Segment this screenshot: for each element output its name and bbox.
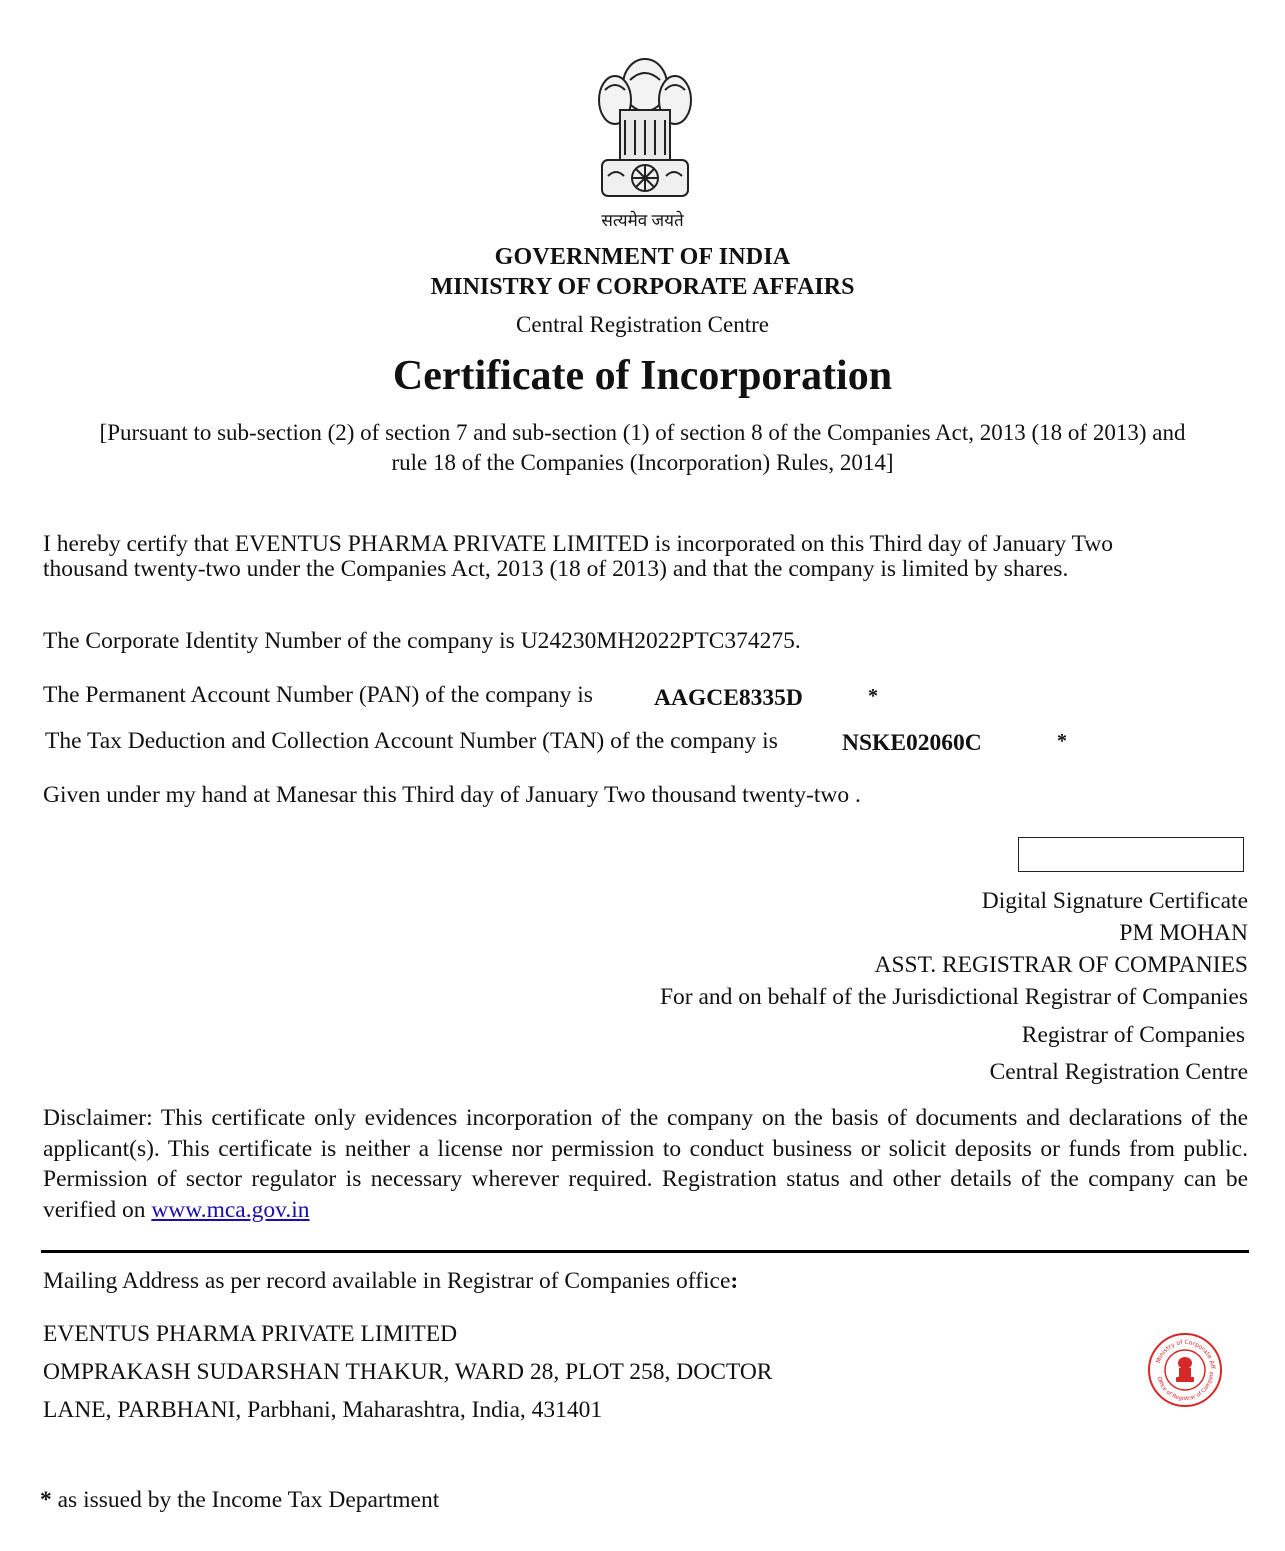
footnote — [40, 1488, 439, 1513]
seal-text-bottom: Office of Registrar of Compani — [1155, 1371, 1216, 1403]
disclaimer-text: Disclaimer: This certificate only evidences incorporation of the company on the basis of documents and declarations of the applicant(s). This certificate is neither a license nor permission to conduct business or solicit deposits or funds from public. Permission of sector regulator is necessary wherever required. Registration status and other details of the company can be verified on — [43, 1105, 1248, 1223]
signatory-registrar: Registrar of Companies — [1021, 1022, 1245, 1048]
emblem-motto: सत्यमेव जयते — [601, 211, 684, 230]
tan-statement — [45, 729, 778, 754]
mailing-heading-colon: : — [730, 1268, 739, 1294]
government-heading: GOVERNMENT OF INDIA — [494, 244, 791, 270]
mailing-line-3: LANE, PARBHANI, Parbhani, Maharashtra, India, 431401 — [43, 1397, 603, 1423]
seal-text-top: Ministry of Corporate Aff — [1154, 1338, 1217, 1370]
pursuant-clause — [0, 418, 1285, 478]
signature-dsc-label: Digital Signature Certificate — [981, 888, 1248, 914]
digital-signature-box — [1018, 837, 1244, 872]
signatory-behalf: For and on behalf of the Jurisdictional Registrar of Companies — [659, 984, 1248, 1010]
certify-line-2: thousand twenty-two under the Companies Act, 2013 (18 of 2013) and that the company is limited by shares. — [43, 556, 1069, 582]
tan-value: NSKE02060C — [842, 730, 982, 756]
signatory-centre: Central Registration Centre — [989, 1059, 1248, 1085]
national-emblem-icon — [590, 50, 700, 210]
pursuant-line-1: [Pursuant to sub-section (2) of section 7 and sub-section (1) of section 8 of the Companies Act, 2013 (18 of 2013) and — [99, 420, 1186, 445]
pursuant-line-2: rule 18 of the Companies (Incorporation) Rules, 2014] — [391, 450, 894, 475]
signatory-designation: ASST. REGISTRAR OF COMPANIES — [874, 952, 1248, 978]
pan-asterisk: * — [868, 685, 878, 707]
given-statement: Given under my hand at Manesar this Third day of January Two thousand twenty-two . — [43, 782, 861, 808]
mca-website-link[interactable]: www.mca.gov.in — [151, 1196, 310, 1223]
mailing-heading — [43, 1269, 738, 1294]
certify-line-1: I hereby certify that EVENTUS PHARMA PRIVATE LIMITED is incorporated on this Third day of January Two — [43, 531, 1114, 557]
pan-label: The Permanent Account Number (PAN) of the company is — [43, 682, 593, 708]
section-divider — [41, 1250, 1249, 1253]
cin-statement: The Corporate Identity Number of the company is U24230MH2022PTC374275. — [43, 628, 801, 654]
mailing-line-2: OMPRAKASH SUDARSHAN THAKUR, WARD 28, PLOT 258, DOCTOR — [43, 1359, 773, 1385]
disclaimer-paragraph — [43, 1103, 1248, 1225]
pan-value: AAGCE8335D — [654, 685, 803, 711]
footnote-asterisk: * — [40, 1487, 52, 1513]
page-title: Certificate of Incorporation — [392, 353, 893, 399]
tan-asterisk: * — [1057, 730, 1067, 752]
signatory-name: PM MOHAN — [1119, 920, 1248, 946]
mailing-heading-text: Mailing Address as per record available in Registrar of Companies office — [43, 1268, 731, 1294]
ministry-heading: MINISTRY OF CORPORATE AFFAIRS — [430, 274, 855, 300]
registrar-seal-icon — [1145, 1330, 1225, 1410]
tan-label: The Tax Deduction and Collection Account Number (TAN) of the company is — [45, 728, 778, 754]
pan-statement — [43, 683, 593, 708]
mailing-line-1: EVENTUS PHARMA PRIVATE LIMITED — [43, 1321, 458, 1347]
footnote-text: as issued by the Income Tax Department — [57, 1487, 440, 1513]
centre-heading: Central Registration Centre — [516, 312, 769, 337]
certify-statement — [43, 532, 1113, 582]
